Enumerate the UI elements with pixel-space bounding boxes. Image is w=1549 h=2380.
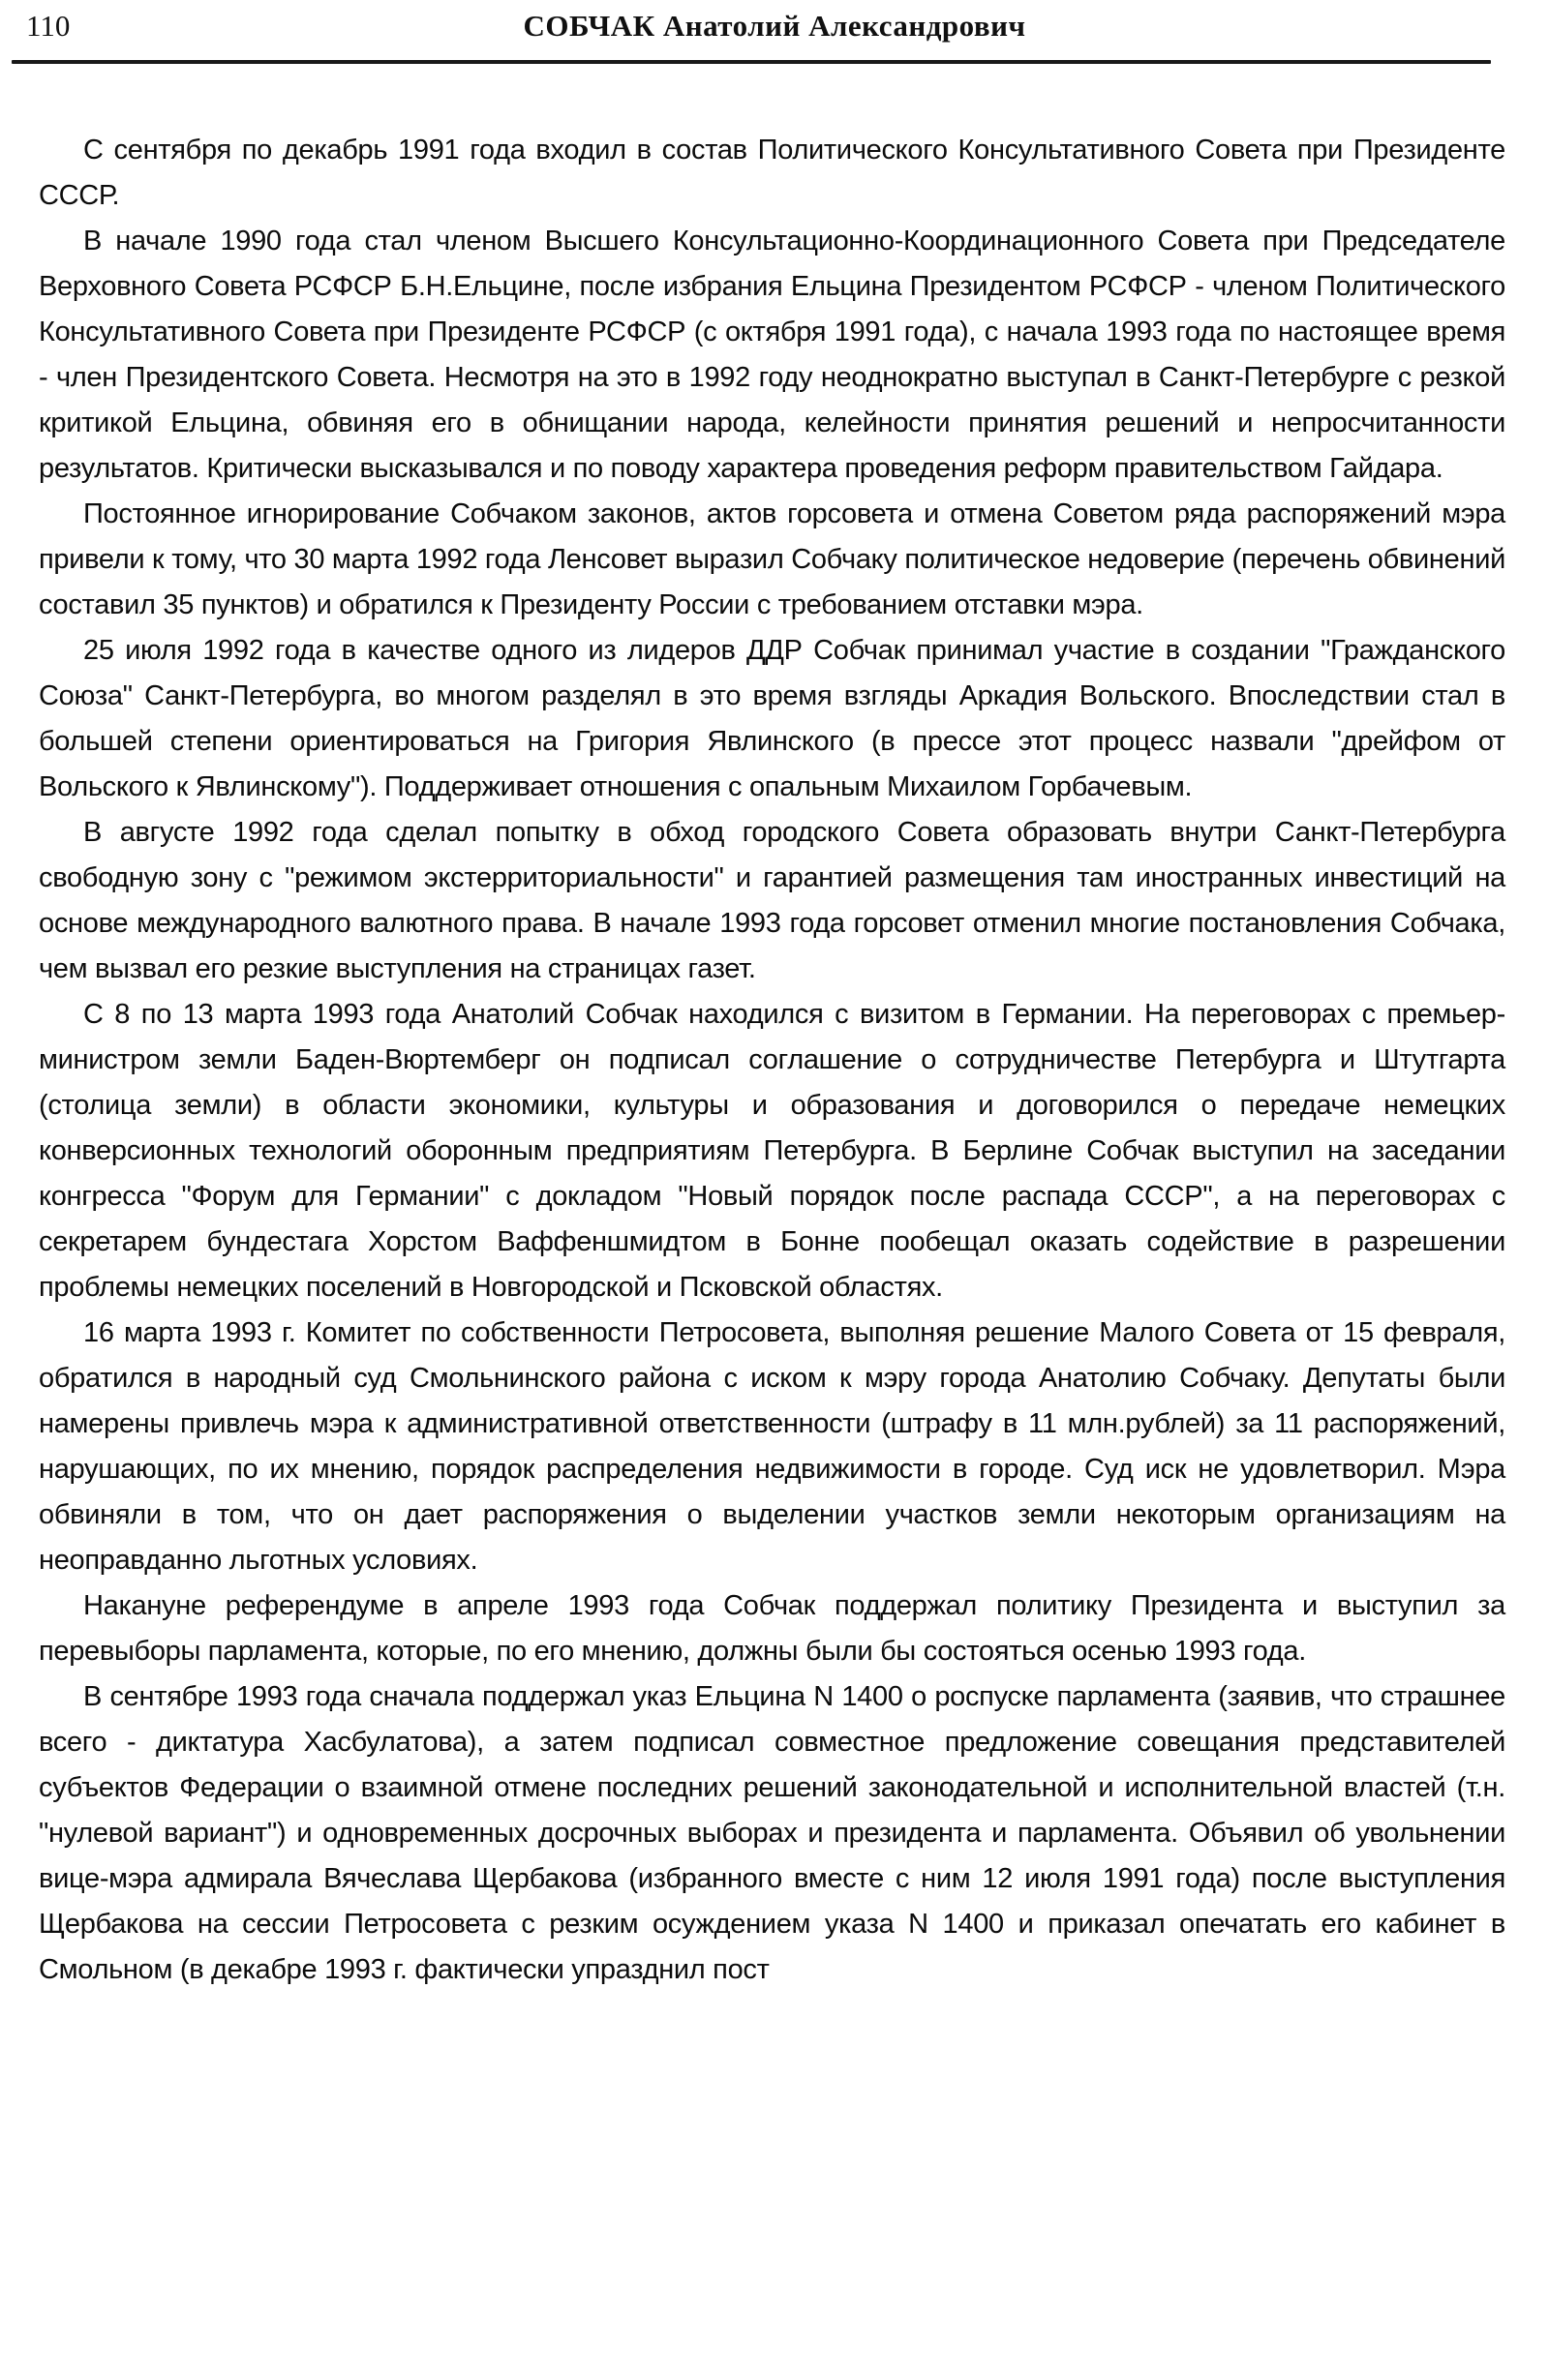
paragraph: В сентябре 1993 года сначала поддержал указ Ельцина N 1400 о роспуске парламента (заявив, что страшнее всего - диктатура Хасбулатова), а затем подписал совместное предложение совещания представителей субъектов Федерации о взаимной отмене последних решений законодательной и исполнительной властей (т.н. "нулевой вариант") и одновременных досрочных выборах и президента и парламента. Объявил об увольнении вице-мэра адмирала Вячеслава Щербакова (избранного вместе с ним 12 июля 1991 года) после выступления Щербакова на сессии Петросовета с резким осуждением указа N 1400 и приказал опечатать его кабинет в Смольном (в декабре 1993 г. фактически упразднил пост: [39, 1681, 1505, 1985]
page-number: 110: [26, 9, 71, 43]
paragraph: Накануне референдуме в апреле 1993 года Собчак поддержал политику Президента и выступил за перевыборы парламента, которые, по его мнению, должны были бы состояться осенью 1993 года.: [39, 1590, 1505, 1667]
paragraph: 16 марта 1993 г. Комитет по собственности Петросовета, выполняя решение Малого Совета от 15 февраля, обратился в народный суд Смольнинского района с иском к мэру города Анатолию Собчаку. Депутаты были намерены привлечь мэра к административной ответственности (штрафу в 11 млн.рублей) за 11 распоряжений, нарушающих, по их мнению, порядок распределения недвижимости в городе. Суд иск не удовлетворил. Мэра обвиняли в том, что он дает распоряжения о выделении участков земли некоторым организациям на неоправданно льготных условиях.: [39, 1317, 1505, 1576]
page-body: [39, 64, 1505, 1993]
paragraph: В начале 1990 года стал членом Высшего Консультационно-Координационного Совета при Председателе Верховного Совета РСФСР Б.Н.Ельцине, после избрания Ельцина Президентом РСФСР - членом Политического Консультативного Совета при Президенте РСФСР (с октября 1991 года), с начала 1993 года по настоящее время - член Президентского Совета. Несмотря на это в 1992 году неоднократно выступал в Санкт-Петербурге с резкой критикой Ельцина, обвиняя его в обнищании народа, келейности принятия решений и непросчитанности результатов. Критически высказывался и по поводу характера проведения реформ правительством Гайдара.: [39, 226, 1505, 484]
paragraph: Постоянное игнорирование Собчаком законов, актов горсовета и отмена Советом ряда распоряжений мэра привели к тому, что 30 марта 1992 года Ленсовет выразил Собчаку политическое недоверие (перечень обвинений составил 35 пунктов) и обратился к Президенту России с требованием отставки мэра.: [39, 498, 1505, 620]
paragraph: С сентября по декабрь 1991 года входил в состав Политического Консультативного Совета при Президенте СССР.: [39, 135, 1505, 211]
paragraph: 25 июля 1992 года в качестве одного из лидеров ДДР Собчак принимал участие в создании "Гражданского Союза" Санкт-Петербурга, во многом разделял в это время взгляды Аркадия Вольского. Впоследствии стал в большей степени ориентироваться на Григория Явлинского (в прессе этот процесс назвали "дрейфом от Вольского к Явлинскому"). Поддерживает отношения с опальным Михаилом Горбачевым.: [39, 635, 1505, 802]
paragraph: В августе 1992 года сделал попытку в обход городского Совета образовать внутри Санкт-Петербурга свободную зону с "режимом экстерриториальности" и гарантией размещения там иностранных инвестиций на основе международного валютного права. В начале 1993 года горсовет отменил многие постановления Собчака, чем вызвал его резкие выступления на страницах газет.: [39, 817, 1505, 984]
page-title: СОБЧАК Анатолий Александрович: [523, 9, 1026, 43]
page-header: [0, 0, 1549, 54]
paragraph: С 8 по 13 марта 1993 года Анатолий Собчак находился с визитом в Германии. На переговорах с премьер-министром земли Баден-Вюртемберг он подписал соглашение о сотрудничестве Петербурга и Штутгарта (столица земли) в области экономики, культуры и образования и договорился о передаче немецких конверсионных технологий оборонным предприятиям Петербурга. В Берлине Собчак выступил на заседании конгресса "Форум для Германии" с докладом "Новый порядок после распада СССР", а на переговорах с секретарем бундестага Хорстом Ваффеншмидтом в Бонне пообещал оказать содействие в разрешении проблемы немецких поселений в Новгородской и Псковской областях.: [39, 999, 1505, 1303]
